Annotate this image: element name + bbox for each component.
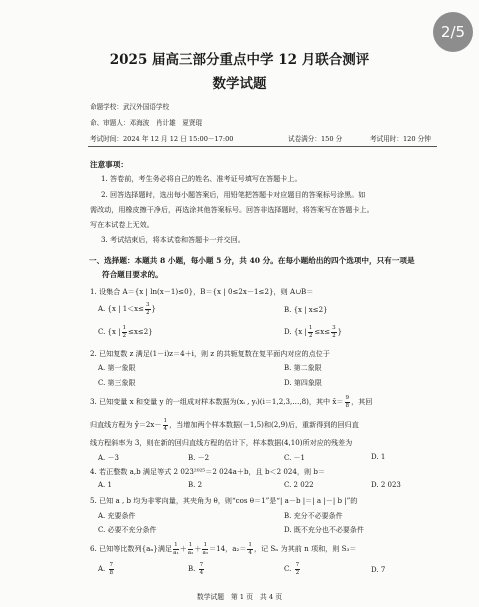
exam-duration: 考试用时：120 分钟: [370, 135, 431, 143]
reviewers: 命、审题人：邓海波 肖计雄 夏贤琨: [90, 119, 203, 127]
q3-option-b: B. －2: [188, 454, 210, 462]
q1-option-c: C. {x | $\frac{1}{2}$ ≤x≤2}: [98, 325, 153, 339]
page-indicator: 2/5: [433, 12, 473, 52]
q5-option-b: B. 充分不必要条件: [284, 512, 343, 520]
q5-option-c: C. 必要不充分条件: [98, 526, 157, 534]
q6-option-c: C. $\frac{7}{2}$: [284, 562, 300, 576]
q5-option-d: D. 既不充分也不必要条件: [284, 526, 364, 534]
q4-option-c: C. 2 022: [284, 481, 314, 489]
note-line: 2. 回答选择题时，选出每小题答案后，用铅笔把答题卡对应题目的答案标号涂黑。如: [101, 190, 366, 199]
q4-stem: 4. 若正整数 a,b 满足等式 2 023²⁰²⁵＝2 024a＋b，且 b＜2 024，则 b＝: [90, 467, 325, 476]
q4-option-a: A. 1: [98, 481, 112, 489]
q1-stem: 1. 设集合 A＝{x | ln(x－1)≤0}，B＝{x | 0≤2x－1≤2}，则 A∪B＝: [90, 287, 314, 296]
q3-line3: 线方程斜率为 3，则在新的回归直线方程的估计下，样本数据(4,10)所对应的残差为: [90, 438, 353, 447]
q3-option-a: A. －3: [98, 454, 119, 462]
notes-heading: 注意事项：: [90, 160, 128, 169]
q1-option-d: D. {x | $\frac{1}{2}$ ≤x≤ $\frac{3}{2}$ }: [284, 325, 343, 339]
q5-option-a: A. 充要条件: [98, 512, 136, 520]
page-footer: 数学试题 第 1 页 共 4 页: [196, 593, 283, 601]
q2-option-c: C. 第三象限: [98, 379, 136, 387]
q4-option-d: D. 2 023: [371, 481, 401, 489]
note-line: 3. 考试结束后，将本试卷和答题卡一并交回。: [101, 235, 245, 244]
q3-option-c: C. －1: [284, 454, 306, 462]
exam-time: 考试时间：2024 年 12 月 12 日 15:00－17:00: [90, 135, 234, 143]
q1-option-a: A. {x | 1＜x≤ $\frac{3}{2}$ }: [98, 302, 157, 316]
note-line: 需改动，用橡皮擦干净后，再选涂其他答案标号。回答非选择题时，将答案写在答题卡上。: [90, 205, 374, 214]
q3-line1: 3. 已知变量 x 和变量 y 的一组成对样本数据为(xᵢ , yᵢ)(i＝1,2,3,…,8)，其中 x̄＝ $\frac{9}{8}$ ，其回: [90, 395, 373, 409]
section-heading-cont: 符合题目要求的。: [102, 270, 163, 279]
q2-option-b: B. 第二象限: [284, 364, 322, 372]
q1-option-b: B. {x | x≤2}: [284, 306, 328, 314]
exam-score: 试卷满分：150 分: [288, 135, 343, 143]
q5-stem: 5. 已知 a , b 均为非零向量，其夹角为 θ，则“cos θ＝1”是“| a－b |＝| a |－| b |”的: [90, 496, 358, 505]
q2-stem: 2. 已知复数 z 满足(1－i)z＝4＋i，则 z 的共轭复数在复平面内对应的点位于: [90, 349, 330, 358]
q6-option-d: D. 7: [371, 566, 386, 574]
note-line: 1. 答卷前，考生务必将自己的姓名、准考证号填写在答题卡上。: [101, 174, 302, 183]
q2-option-d: D. 第四象限: [284, 379, 322, 387]
section-heading: 一、选择题：本题共 8 小题，每小题 5 分，共 40 分。在每小题给出的四个选项中，只有一项是: [89, 256, 415, 265]
q6-stem: 6. 已知等比数列{aₙ}满足 $\frac{1}{\text{a₁}}$ ＋ $\frac{1}{\text{a₂}}$ ＋ $\frac{1}{\text{a₃}}$ ＝14，a₂＝ $\frac{1}{4}$ ，记 Sₙ 为其前 n 项和，则 S₃＝: [90, 542, 357, 556]
q6-option-a: A. $\frac{7}{8}$: [98, 562, 114, 576]
q6-option-b: B. $\frac{7}{4}$: [188, 562, 204, 576]
exam-subtitle: 数学试题: [212, 76, 267, 92]
q4-option-b: B. 2: [188, 481, 203, 489]
q3-line2: 归直线方程为 ŷ＝2x－ $\frac{1}{4}$ ，当增加两个样本数据(－1,5)和(2,9)后，重新得到的回归直: [90, 418, 359, 432]
note-line: 写在本试卷上无效。: [90, 220, 154, 229]
q3-option-d: D. 1: [371, 453, 386, 461]
setter-school: 命题学校：武汉外国语学校: [90, 103, 170, 111]
q2-option-a: A. 第一象限: [98, 364, 136, 372]
header-divider: [88, 146, 437, 147]
exam-title: 2025 届高三部分重点中学 12 月联合测评: [109, 52, 370, 68]
